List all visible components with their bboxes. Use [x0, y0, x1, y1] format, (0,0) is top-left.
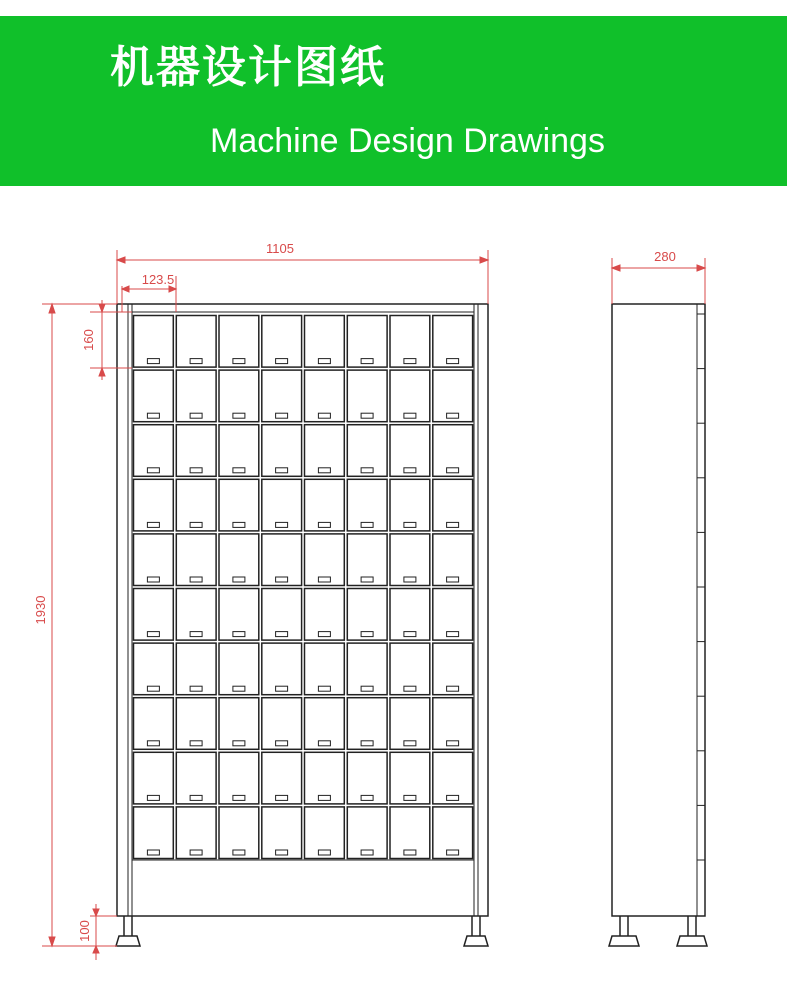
locker-door [305, 370, 345, 422]
side-frame [612, 304, 705, 916]
locker-handle [190, 850, 202, 855]
locker-door [134, 316, 174, 368]
locker-door [305, 643, 345, 695]
title-chinese: 机器设计图纸 [110, 42, 386, 93]
locker-handle [361, 413, 373, 418]
locker-handle [190, 577, 202, 582]
locker-door [176, 589, 216, 641]
locker-door [262, 698, 302, 750]
locker-door [305, 479, 345, 531]
locker-handle [276, 577, 288, 582]
locker-door [347, 698, 387, 750]
locker-door [219, 752, 259, 804]
locker-handle [447, 522, 459, 527]
locker-handle [404, 795, 416, 800]
locker-door [347, 316, 387, 368]
locker-handle [147, 577, 159, 582]
locker-door [347, 589, 387, 641]
locker-door [390, 589, 430, 641]
locker-door [134, 370, 174, 422]
locker-handle [233, 413, 245, 418]
locker-handle [147, 468, 159, 473]
locker-handle [361, 359, 373, 364]
locker-door [134, 807, 174, 859]
locker-door [176, 752, 216, 804]
locker-door [305, 698, 345, 750]
locker-handle [318, 741, 330, 746]
locker-door [176, 698, 216, 750]
locker-door [262, 643, 302, 695]
locker-handle [233, 468, 245, 473]
locker-handle [318, 359, 330, 364]
locker-door [390, 534, 430, 586]
locker-handle [233, 359, 245, 364]
locker-handle [361, 577, 373, 582]
locker-handle [361, 686, 373, 691]
locker-handle [447, 686, 459, 691]
locker-door [176, 425, 216, 477]
locker-door [262, 534, 302, 586]
locker-handle [404, 632, 416, 637]
locker-door [262, 807, 302, 859]
locker-door [262, 370, 302, 422]
locker-door [219, 589, 259, 641]
locker-handle [318, 413, 330, 418]
locker-handle [404, 468, 416, 473]
front-left-foot [116, 916, 140, 946]
locker-door [347, 479, 387, 531]
locker-handle [147, 741, 159, 746]
locker-handle [233, 522, 245, 527]
locker-handle [147, 359, 159, 364]
locker-handle [233, 686, 245, 691]
locker-door [390, 807, 430, 859]
locker-door [390, 425, 430, 477]
locker-door [347, 807, 387, 859]
front-feet [116, 916, 488, 946]
locker-door [390, 643, 430, 695]
locker-handle [190, 795, 202, 800]
locker-handle [147, 632, 159, 637]
dim-depth-label: 280 [654, 249, 676, 264]
locker-door [305, 807, 345, 859]
locker-handle [318, 850, 330, 855]
locker-handle [318, 686, 330, 691]
locker-door [433, 643, 473, 695]
side-left-foot [609, 916, 639, 946]
locker-handle [147, 850, 159, 855]
locker-door [305, 534, 345, 586]
locker-door [433, 589, 473, 641]
locker-grid [134, 316, 473, 859]
locker-door [219, 479, 259, 531]
locker-door [176, 316, 216, 368]
locker-door [134, 643, 174, 695]
locker-door [433, 479, 473, 531]
locker-door [134, 698, 174, 750]
locker-handle [233, 632, 245, 637]
locker-handle [190, 522, 202, 527]
locker-door [176, 479, 216, 531]
locker-handle [318, 522, 330, 527]
front-view [116, 304, 488, 946]
locker-handle [276, 468, 288, 473]
locker-door [433, 425, 473, 477]
locker-door [433, 534, 473, 586]
locker-handle [447, 850, 459, 855]
locker-door [305, 589, 345, 641]
locker-handle [276, 359, 288, 364]
locker-door [305, 425, 345, 477]
locker-door [219, 425, 259, 477]
dim-overall-height-label: 1930 [33, 595, 48, 625]
title-english: Machine Design Drawings [210, 122, 605, 160]
locker-handle [361, 632, 373, 637]
locker-handle [361, 468, 373, 473]
locker-door [134, 589, 174, 641]
locker-door [347, 370, 387, 422]
locker-door [390, 316, 430, 368]
locker-handle [147, 686, 159, 691]
locker-handle [276, 413, 288, 418]
locker-handle [318, 795, 330, 800]
locker-handle [233, 795, 245, 800]
locker-door [219, 316, 259, 368]
locker-handle [361, 741, 373, 746]
locker-handle [190, 468, 202, 473]
locker-handle [361, 850, 373, 855]
locker-handle [276, 850, 288, 855]
locker-handle [276, 522, 288, 527]
locker-handle [276, 741, 288, 746]
locker-handle [147, 522, 159, 527]
locker-handle [276, 686, 288, 691]
locker-door [262, 752, 302, 804]
locker-handle [447, 468, 459, 473]
locker-door [176, 643, 216, 695]
locker-handle [190, 686, 202, 691]
locker-door [390, 752, 430, 804]
locker-handle [318, 632, 330, 637]
locker-handle [190, 632, 202, 637]
locker-door [433, 698, 473, 750]
locker-door [347, 752, 387, 804]
locker-door [305, 752, 345, 804]
dim-cell-height-label: 160 [81, 329, 96, 351]
locker-handle [404, 577, 416, 582]
locker-handle [404, 850, 416, 855]
locker-handle [404, 686, 416, 691]
locker-door [134, 425, 174, 477]
locker-handle [404, 522, 416, 527]
locker-door [134, 479, 174, 531]
side-shelf-marks [697, 314, 705, 860]
locker-door [262, 479, 302, 531]
locker-handle [447, 359, 459, 364]
locker-handle [447, 632, 459, 637]
locker-handle [233, 577, 245, 582]
locker-door [262, 425, 302, 477]
locker-door [433, 807, 473, 859]
locker-door [347, 425, 387, 477]
locker-door [219, 807, 259, 859]
locker-door [219, 698, 259, 750]
locker-door [390, 370, 430, 422]
locker-handle [190, 413, 202, 418]
locker-handle [447, 741, 459, 746]
locker-handle [233, 741, 245, 746]
locker-handle [404, 359, 416, 364]
locker-door [347, 643, 387, 695]
locker-door [262, 589, 302, 641]
locker-door [176, 534, 216, 586]
locker-handle [276, 795, 288, 800]
locker-door [176, 807, 216, 859]
dim-cell-width-label: 123.5 [141, 272, 175, 287]
locker-door [433, 370, 473, 422]
locker-handle [190, 359, 202, 364]
locker-door [433, 316, 473, 368]
locker-door [347, 534, 387, 586]
locker-handle [147, 413, 159, 418]
locker-door [219, 643, 259, 695]
locker-handle [361, 522, 373, 527]
locker-door [219, 370, 259, 422]
locker-door [134, 534, 174, 586]
locker-door [305, 316, 345, 368]
side-right-foot [677, 916, 707, 946]
front-right-foot [464, 916, 488, 946]
side-view [609, 304, 707, 946]
locker-door [433, 752, 473, 804]
locker-door [134, 752, 174, 804]
locker-door [262, 316, 302, 368]
dim-width-label: 1105 [266, 241, 294, 256]
locker-door [390, 479, 430, 531]
locker-door [176, 370, 216, 422]
locker-handle [447, 795, 459, 800]
locker-handle [447, 413, 459, 418]
locker-handle [318, 468, 330, 473]
locker-door [219, 534, 259, 586]
locker-handle [276, 632, 288, 637]
dim-base-height-label: 100 [77, 920, 92, 942]
locker-handle [233, 850, 245, 855]
locker-handle [404, 413, 416, 418]
locker-handle [147, 795, 159, 800]
locker-handle [404, 741, 416, 746]
locker-handle [447, 577, 459, 582]
locker-handle [318, 577, 330, 582]
locker-handle [361, 795, 373, 800]
locker-handle [190, 741, 202, 746]
locker-door [390, 698, 430, 750]
